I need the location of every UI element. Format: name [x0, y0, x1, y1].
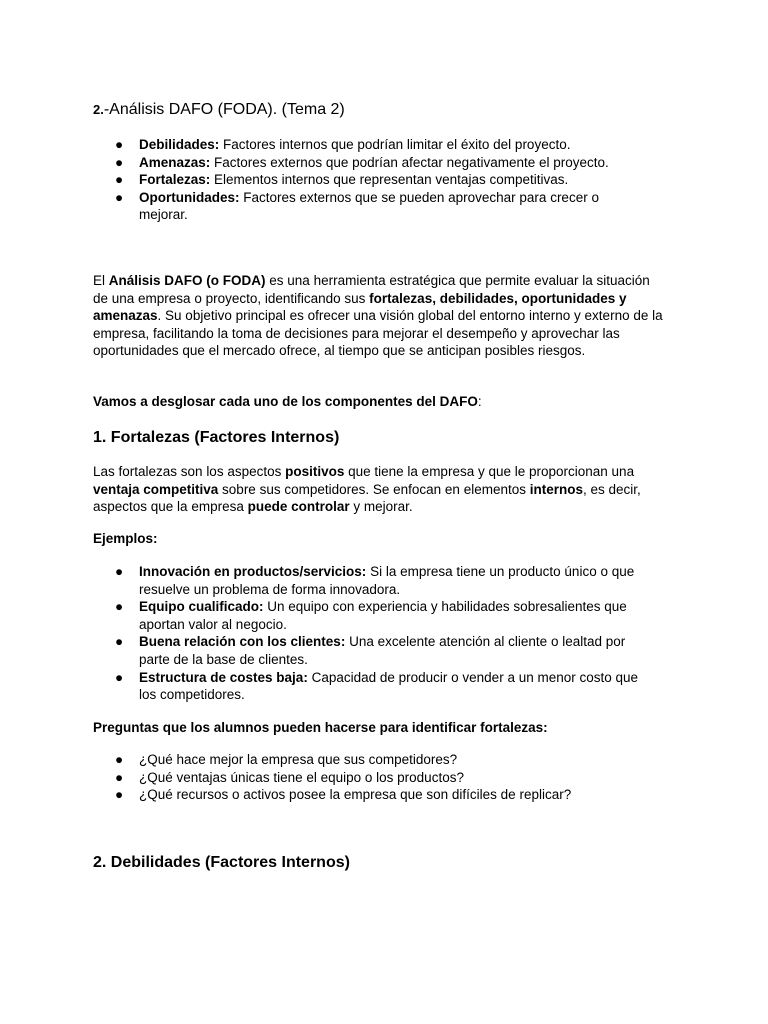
list-item: [93, 136, 673, 154]
text-run-bold: puede controlar: [247, 499, 350, 515]
list-item: [93, 751, 673, 769]
list-item-desc: Factores externos que se pueden aprovechar para crecer o mejorar.: [139, 189, 599, 223]
examples-list: [93, 563, 659, 704]
list-item-desc: Factores internos que podrían limitar el éxito del proyecto.: [219, 137, 571, 152]
text-run-bold: internos: [529, 481, 583, 497]
list-item-desc: ¿Qué ventajas únicas tiene el equipo o los productos?: [139, 769, 464, 785]
section-heading-fortalezas: 1. Fortalezas (Factores Internos): [93, 429, 340, 446]
list-item: [93, 633, 659, 668]
list-item-desc: ¿Qué hace mejor la empresa que sus competidores?: [139, 752, 458, 767]
text-run: , es decir, aspectos que la empresa: [93, 481, 641, 515]
bullet-icon: ●: [115, 669, 124, 685]
list-item-desc: Capacidad de producir o vender a un menor costo que los competidores.: [139, 669, 639, 703]
text-run-bold: Ejemplos:: [93, 531, 158, 546]
text-run-bold: fortalezas, debilidades, oportunidades y amenazas: [93, 290, 627, 324]
list-item-desc: Factores externos que podrían afectar negativamente el proyecto.: [210, 154, 609, 170]
page-title: [93, 100, 683, 120]
list-item-term: Amenazas:: [139, 154, 211, 170]
bullet-icon: ●: [115, 172, 124, 188]
list-item: [93, 154, 673, 172]
list-item: [93, 786, 673, 804]
text-run-bold: Análisis DAFO (o FODA): [108, 273, 266, 288]
bullet-icon: ●: [115, 137, 124, 152]
list-item: [93, 769, 673, 787]
text-run-bold: positivos: [285, 464, 345, 479]
fortalezas-paragraph: [93, 463, 671, 516]
text-run-bold: ventaja competitiva: [93, 481, 219, 497]
bullet-icon: ●: [115, 634, 124, 650]
bullet-icon: ●: [115, 752, 124, 767]
list-item-desc: Un equipo con experiencia y habilidades sobresalientes que aportan valor al negocio.: [139, 599, 627, 632]
list-item: [93, 598, 659, 633]
list-item-term: Oportunidades:: [139, 189, 240, 205]
questions-label: [93, 719, 673, 737]
text-run: Las fortalezas son los aspectos: [93, 464, 286, 479]
list-item: [93, 171, 673, 189]
bullet-icon: ●: [115, 564, 124, 579]
intro-lead: [93, 393, 673, 411]
bullet-icon: ●: [115, 787, 124, 803]
bullet-icon: ●: [115, 189, 124, 205]
list-item: [93, 669, 659, 704]
text-run: y mejorar.: [349, 499, 413, 515]
text-run-bold: Preguntas que los alumnos pueden hacerse para identificar fortalezas:: [93, 720, 548, 735]
list-item-term: Debilidades:: [139, 137, 220, 152]
list-item-desc: Una excelente atención al cliente o lealtad por parte de la base de clientes.: [139, 634, 626, 667]
list-item-term: Innovación en productos/servicios:: [139, 564, 367, 579]
intro-paragraph: [93, 272, 665, 360]
list-item-term: Buena relación con los clientes:: [139, 634, 346, 650]
list-item-desc: Elementos internos que representan ventajas competitivas.: [210, 172, 569, 188]
list-item-term: Estructura de costes baja:: [139, 669, 308, 685]
text-run: :: [477, 394, 482, 409]
bullet-icon: ●: [115, 154, 124, 170]
list-item-term: Equipo cualificado:: [139, 599, 264, 615]
list-item: [93, 563, 659, 598]
title-text: -Análisis DAFO (FODA). (Tema 2): [103, 101, 345, 118]
text-run: El: [93, 273, 109, 288]
bullet-icon: ●: [115, 769, 124, 785]
text-run: que tiene la empresa y que le proporcionan una: [344, 464, 635, 479]
bullet-icon: ●: [115, 599, 124, 615]
list-item-desc: Si la empresa tiene un producto único o que resuelve un problema de forma innovadora.: [139, 564, 635, 597]
text-run-bold: Vamos a desglosar cada uno de los componentes del DAFO: [93, 394, 478, 409]
title-number: 2.: [93, 102, 104, 117]
text-run: . Su objetivo principal es ofrecer una visión global del entorno interno y externo de la empresa, facilitando la toma de decisiones para mejorar el desempeño y aprovechar las oportunidades que el mercado ofrece, al tiempo que se anticipan posibles riesgos.: [93, 308, 663, 359]
list-item: [93, 189, 649, 224]
questions-list: [93, 751, 673, 804]
summary-list: [93, 136, 673, 224]
text-run: es una herramienta estratégica que permite evaluar la situación de una empresa o proyecto, identificando sus: [93, 273, 650, 306]
list-item-desc: ¿Qué recursos o activos posee la empresa que son difíciles de replicar?: [139, 787, 572, 803]
examples-label: [93, 530, 673, 548]
section-heading-debilidades: 2. Debilidades (Factores Internos): [93, 854, 350, 871]
list-item-term: Fortalezas:: [139, 172, 211, 188]
text-run: sobre sus competidores. Se enfocan en elementos: [218, 481, 530, 497]
